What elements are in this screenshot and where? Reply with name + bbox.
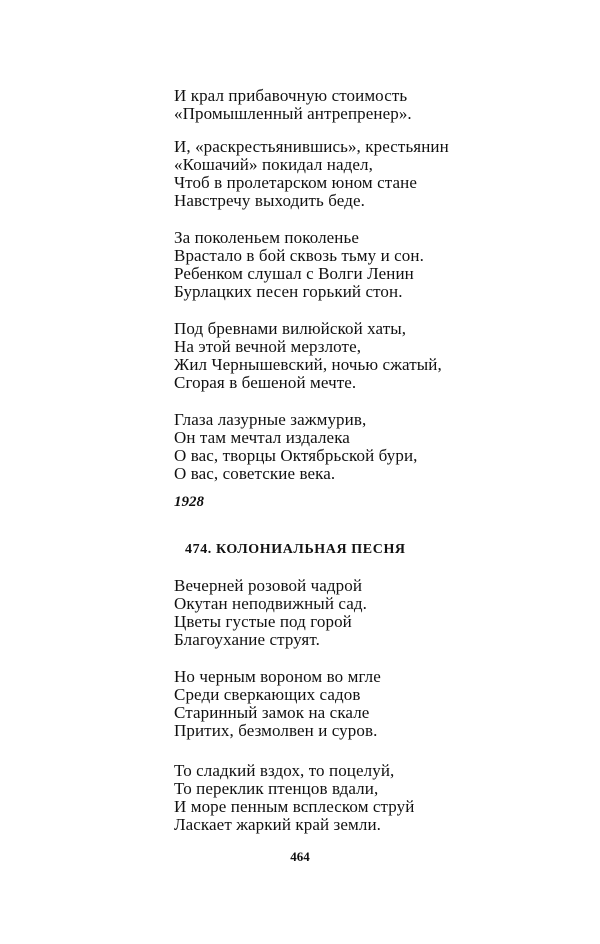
page-number: 464 xyxy=(290,849,310,864)
poem-line: Старинный замок на скале xyxy=(174,703,370,722)
poem-line: Он там мечтал издалека xyxy=(174,428,350,447)
poem-line: Бурлацких песен горький стон. xyxy=(174,282,403,301)
poem-line: То переклик птенцов вдали, xyxy=(174,779,379,798)
poem-line: Цветы густые под горой xyxy=(174,612,352,631)
poem-line: И, «раскрестьянившись», крестьянин xyxy=(174,137,449,156)
poem-line: Сгорая в бешеной мечте. xyxy=(174,373,357,392)
poem-line: Притих, безмолвен и суров. xyxy=(174,721,378,740)
poem-line: Жил Чернышевский, ночью сжатый, xyxy=(174,355,442,374)
poem-line: Среди сверкающих садов xyxy=(174,685,361,704)
poem-line: Благоухание струят. xyxy=(174,630,320,649)
poem-line: Под бревнами вилюйской хаты, xyxy=(174,319,407,338)
poem-line: Но черным вороном во мгле xyxy=(174,667,381,686)
poem-line: О вас, творцы Октябрьской бури, xyxy=(174,446,418,465)
poem-line: За поколеньем поколенье xyxy=(174,228,360,247)
poem-line: Глаза лазурные зажмурив, xyxy=(174,410,367,429)
poem-line: То сладкий вздох, то поцелуй, xyxy=(174,761,395,780)
poem-line: И крал прибавочную стоимость xyxy=(174,86,408,105)
poem-line: На этой вечной мерзлоте, xyxy=(174,337,362,356)
poem-line: Окутан неподвижный сад. xyxy=(174,594,367,613)
poem-line: Вечерней розовой чадрой xyxy=(174,576,363,595)
poem-line: Врастало в бой сквозь тьму и сон. xyxy=(174,246,424,265)
poem-line: Навстречу выходить беде. xyxy=(174,191,365,210)
poem-line: Чтоб в пролетарском юном стане xyxy=(174,173,417,192)
poem-line: «Кошачий» покидал надел, xyxy=(174,155,373,174)
poem-line: Ласкает жаркий край земли. xyxy=(174,815,381,834)
poem-line: И море пенным всплеском струй xyxy=(174,797,415,816)
poem-line: Ребенком слушал с Волги Ленин xyxy=(174,264,414,283)
poem-heading: 474. КОЛОНИАЛЬНАЯ ПЕСНЯ xyxy=(185,542,406,557)
poem-date: 1928 xyxy=(174,494,204,510)
poem-line: О вас, советские века. xyxy=(174,464,336,483)
poem-line: «Промышленный антрепренер». xyxy=(174,104,412,123)
